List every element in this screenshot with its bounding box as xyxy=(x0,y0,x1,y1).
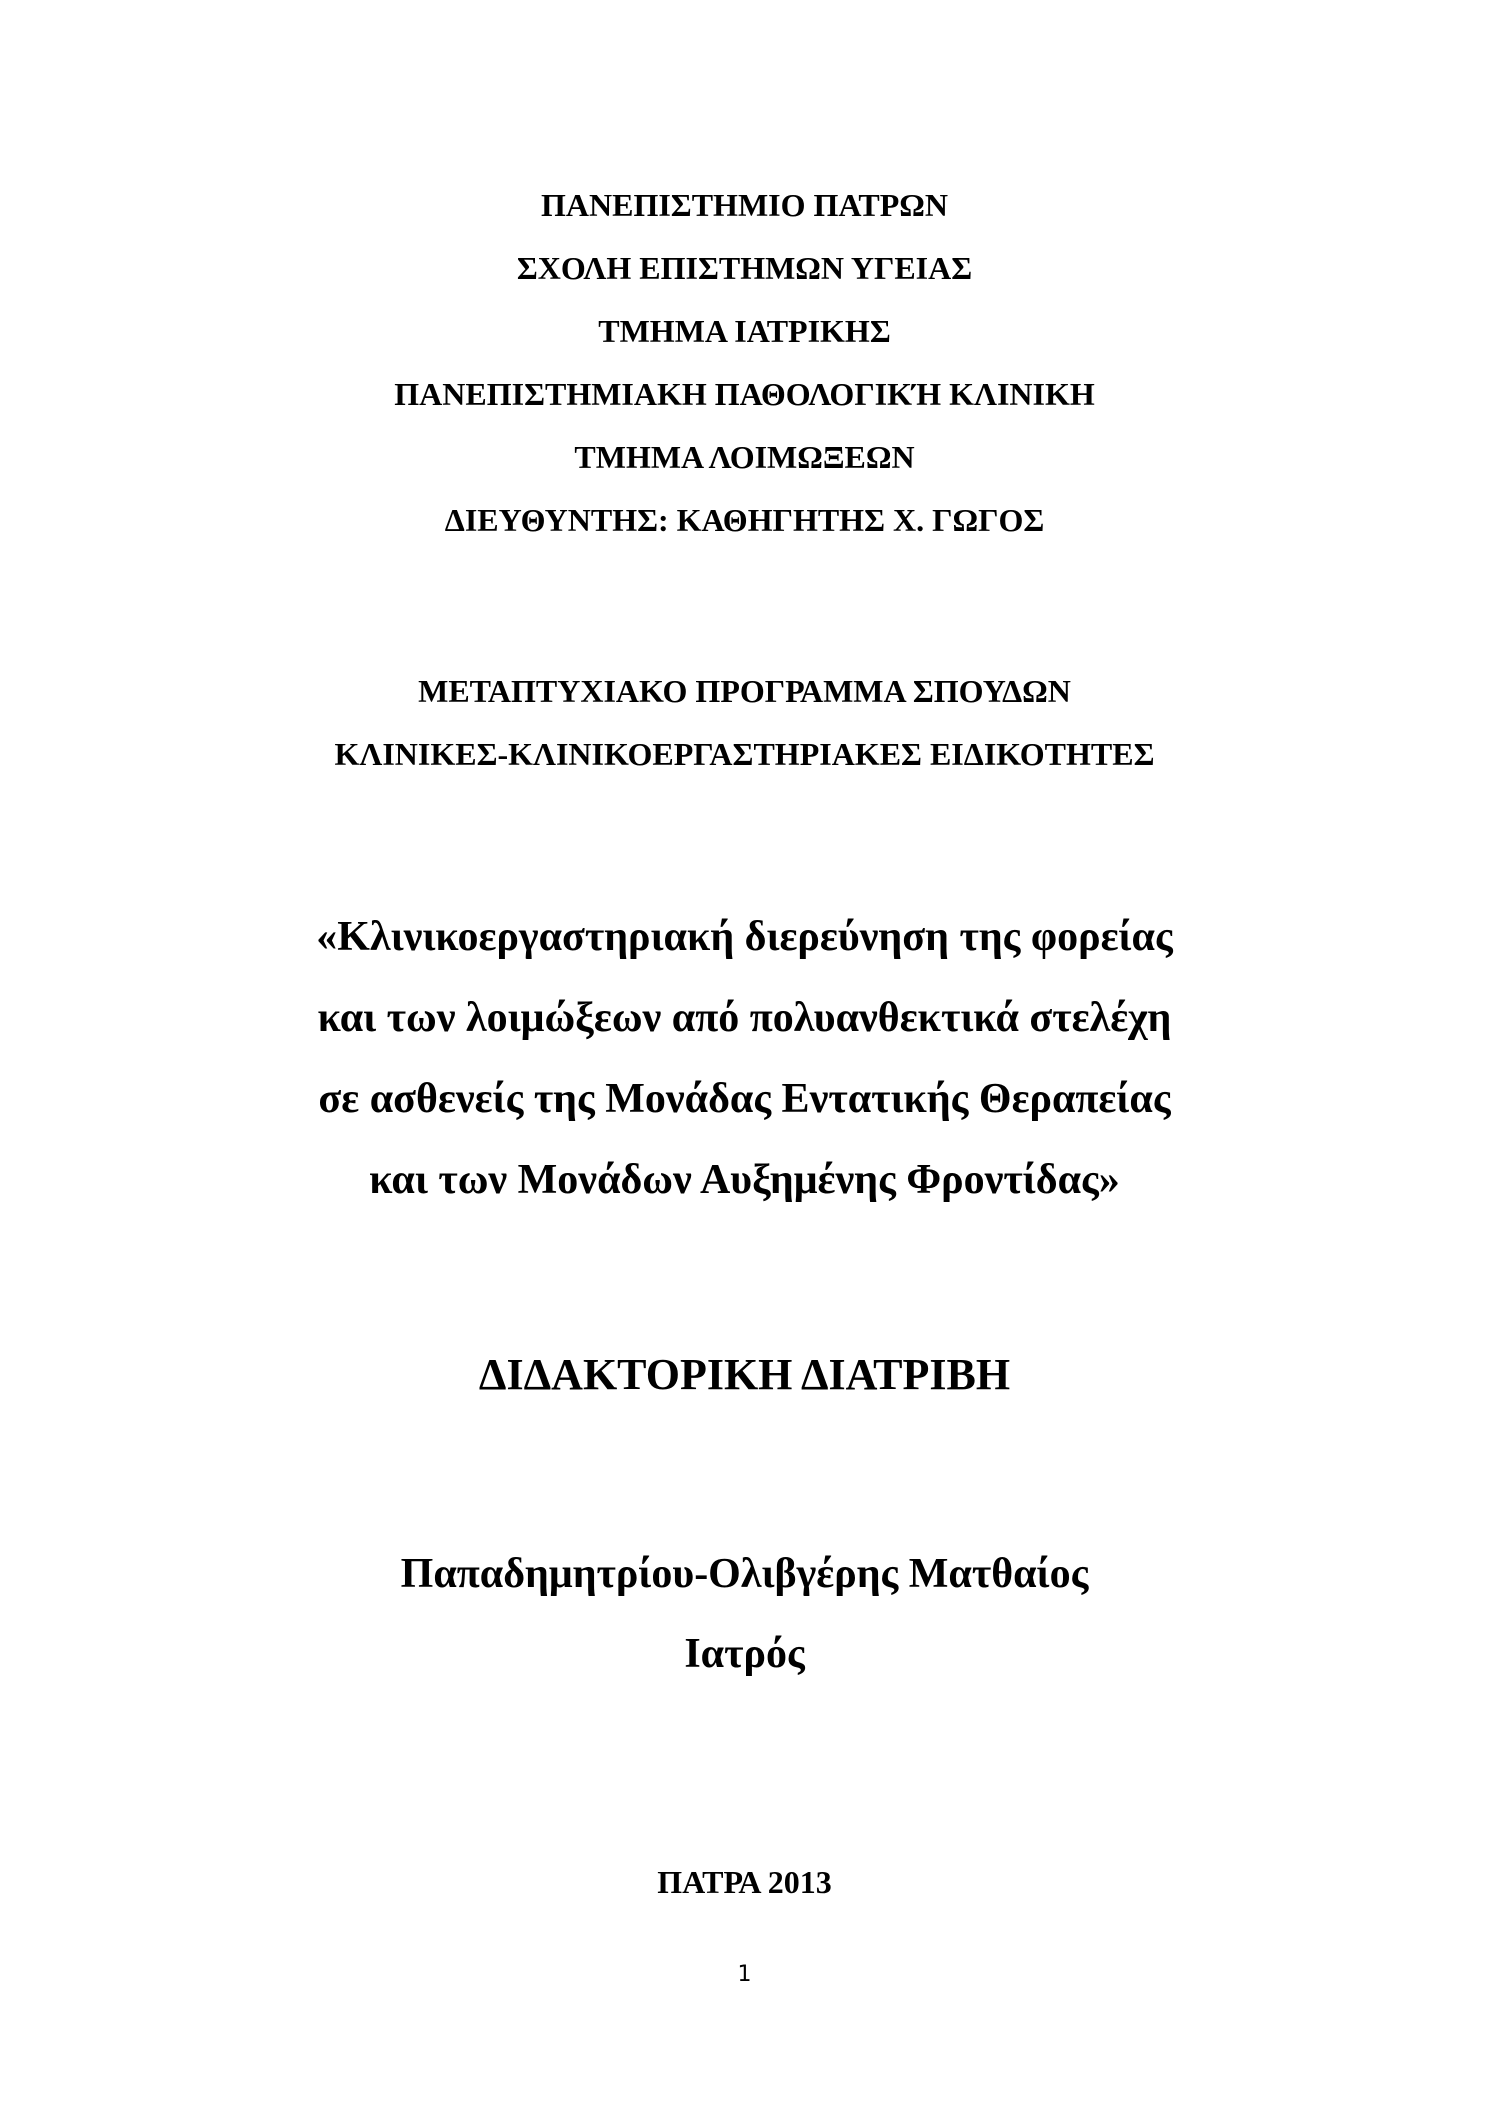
author-name: Παπαδημητρίου-Ολιβγέρης Ματθαίος xyxy=(400,1551,1089,1597)
school-name: ΣΧΟΛΗ ΕΠΙΣΤΗΜΩΝ ΥΓΕΙΑΣ xyxy=(516,250,973,286)
university-name: ΠΑΝΕΠΙΣΤΗΜΙΟ ΠΑΤΡΩΝ xyxy=(540,187,948,223)
document-type: ΔΙΔΑΚΤΟΡΙΚΗ ΔΙΑΤΡΙΒΗ xyxy=(478,1350,1011,1399)
author-profession: Ιατρός xyxy=(684,1631,805,1677)
program-name: ΜΕΤΑΠΤΥΧΙΑΚΟ ΠΡΟΓΡΑΜΜΑ ΣΠΟΥΔΩΝ xyxy=(418,673,1071,709)
thesis-title-line-3: σε ασθενείς της Μονάδας Εντατικής Θεραπείας xyxy=(318,1076,1171,1122)
department-name: ΤΜΗΜΑ ΙΑΤΡΙΚΗΣ xyxy=(598,313,891,349)
thesis-title-line-4: και των Μονάδων Αυξημένης Φροντίδας» xyxy=(369,1157,1120,1203)
clinic-name: ΠΑΝΕΠΙΣΤΗΜΙΑΚΗ ΠΑΘΟΛΟΓΙΚΉ ΚΛΙΝΙΚΗ xyxy=(394,376,1095,412)
director-line: ΔΙΕΥΘΥΝΤΗΣ: ΚΑΘΗΓΗΤΗΣ Χ. ΓΩΓΟΣ xyxy=(444,502,1045,538)
program-specialties: ΚΛΙΝΙΚΕΣ-ΚΛΙΝΙΚΟΕΡΓΑΣΤΗΡΙΑΚΕΣ ΕΙΔΙΚΟΤΗΤΕΣ xyxy=(334,736,1155,772)
thesis-title-line-1: «Κλινικοεργαστηριακή διερεύνηση της φορείας xyxy=(316,914,1173,960)
page-number: 1 xyxy=(737,1962,752,1987)
division-name: ΤΜΗΜΑ ΛΟΙΜΩΞΕΩΝ xyxy=(574,439,915,475)
place-year: ΠΑΤΡΑ 2013 xyxy=(657,1864,832,1900)
thesis-title-line-2: και των λοιμώξεων από πολυανθεκτικά στελέχη xyxy=(317,995,1172,1041)
